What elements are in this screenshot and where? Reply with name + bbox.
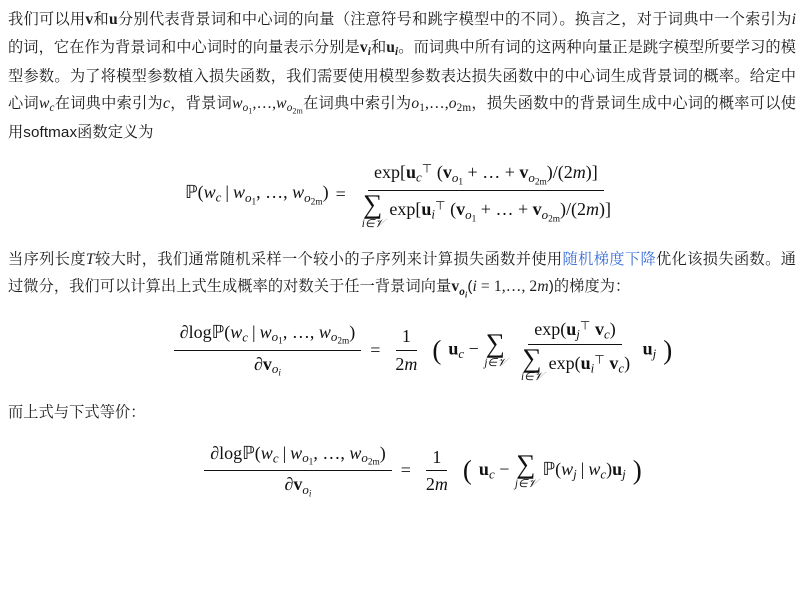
equation-2-one-over-2m: $\frac{1}{2m}$ <box>395 326 418 374</box>
paragraph-2 <box>8 246 796 303</box>
p1-text-a: 我们可以用 <box>8 11 86 28</box>
link-sgd[interactable]: 随机梯度下降 <box>562 250 657 268</box>
symbol-bold-v-oi: $v_{o_i}$ <box>451 278 468 299</box>
p1-text-i: 在词典中索引为 <box>302 94 412 112</box>
symbol-bold-u-i: $u_i$ <box>386 38 399 58</box>
equation-3-one-over-2m: $\frac{1}{2m}$ <box>425 447 448 495</box>
symbol-bold-u: u <box>109 11 118 28</box>
p1-text-j: ，损失函数中的背景词生成中心词的概率可以使用softmax函数定义为 <box>8 94 796 142</box>
equation-3-equals: = <box>400 460 411 481</box>
equation-2-lhs-fraction <box>174 320 362 381</box>
equation-3 <box>8 441 796 502</box>
paragraph-1 <box>8 6 796 146</box>
symbol-w-c: $w_c$ <box>38 94 55 115</box>
equation-1-numerator: $\exp[u_c^⊤$ ($v_{o_1}$ + … + $v_{o_{2m}})/(2m)$] <box>368 160 604 191</box>
p1-text-e: 和 <box>370 38 387 56</box>
equation-1 <box>8 160 796 230</box>
equation-3-row <box>202 441 641 502</box>
equation-2-rhs-body: $u_c$ − ∑ j∈𝒱 $\exp(u_j^⊤$ $v_c$) ∑ i∈𝒱 $\exp(u_i^⊤$ $v_c$) $u_j$ <box>448 318 657 384</box>
symbol-bold-v-i: $v_i$ <box>359 38 371 58</box>
equation-3-lhs-fraction <box>204 441 392 502</box>
symbol-italic-i: i <box>791 11 797 28</box>
equation-2-lhs-denominator: $\partial v_{o_i}$ <box>254 353 281 379</box>
symbol-italic-c: c <box>163 94 171 112</box>
p1-text-d: 的词，它在作为背景词和中心词时的向量表示分别是 <box>8 38 360 56</box>
p2-text-d: ( <box>467 278 473 296</box>
equation-3-lhs-denominator: $\partial v_{o_i}$ <box>284 474 312 500</box>
p2-text-b: 较大时，我们通常随机采样一个较小的子序列来计算损失函数并使用 <box>94 250 563 268</box>
p3-text-a: 而上式与下式等价： <box>8 404 146 422</box>
p1-text-f: 。而词典中所有词的这两种向量正是跳字模型所要学习的模型参数。为了将模型参数植入损失函数，我们需要使用模型参数表达损失函数中的中心词生成背景词的概率。给定中心词 <box>8 38 796 112</box>
equation-1-denominator: ∑ i∈𝒱 $\exp[u_i^⊤$ ($v_{o_1}$ + … + $v_{o_{2m}})/(2m)$] <box>361 188 612 230</box>
symbol-w-o-list: $w_{o_1},\dots,w_{o_{2m}}$ <box>232 94 303 116</box>
equation-2-row <box>172 317 672 384</box>
symbol-italic-T: T <box>85 250 95 268</box>
p2-text-a: 当序列长度 <box>8 250 86 268</box>
symbol-o-list: $o_1,\dots,o_{2m}$ <box>411 94 472 115</box>
paragraph-3 <box>8 399 796 426</box>
p2-text-c: 优化该损失函数。通过微分，我们可以计算出上式生成概率的对数关于任一背景词向量 <box>8 250 797 296</box>
equation-3-rhs-body: $u_c$ − ∑ j∈𝒱 $ℙ(w_j$ | $w_c)u_j$ <box>478 448 626 490</box>
equation-1-lhs: $ℙ(w_c$ | $w_{o_1}$, …, $w_{o_{2m}}$) <box>184 182 329 208</box>
equation-2-softmax-fraction: $\exp(u_j^⊤$ $v_c$) ∑ i∈𝒱 $\exp(u_i^⊤$ $v_c$) <box>520 318 631 384</box>
p1-text-c: 分别代表背景词和中心词的向量（注意符号和跳字模型中的不同）。换言之，对于词典中一个索引为 <box>117 11 792 28</box>
equation-1-row <box>185 160 619 230</box>
equation-2-equals: = <box>370 339 381 360</box>
equation-2-close-paren: ) <box>663 334 673 365</box>
p1-text-g: 在词典中索引为 <box>54 94 163 112</box>
symbol-bold-v: v <box>85 11 94 28</box>
p1-text-b: 和 <box>93 11 110 28</box>
equation-1-equals: = <box>335 184 346 205</box>
equation-1-fraction <box>355 160 617 230</box>
p1-text-h: ，背景词 <box>170 94 233 112</box>
equation-3-close-paren: ) <box>632 455 642 486</box>
symbol-i-range: i = 1,…, 2m <box>472 278 549 296</box>
equation-3-open-paren: ( <box>462 455 472 486</box>
equation-2-lhs-numerator: $\partial\log ℙ(w_c$ | $w_{o_1}$, …, $w_{o_{2m}}$) <box>174 320 362 351</box>
equation-3-lhs-numerator: $\partial\log ℙ(w_c$ | $w_{o_1}$, …, $w_{o_{2m}}$) <box>204 441 392 472</box>
p2-text-e: )的梯度为： <box>548 278 631 296</box>
equation-2 <box>8 317 796 384</box>
equation-2-open-paren: ( <box>432 334 442 365</box>
